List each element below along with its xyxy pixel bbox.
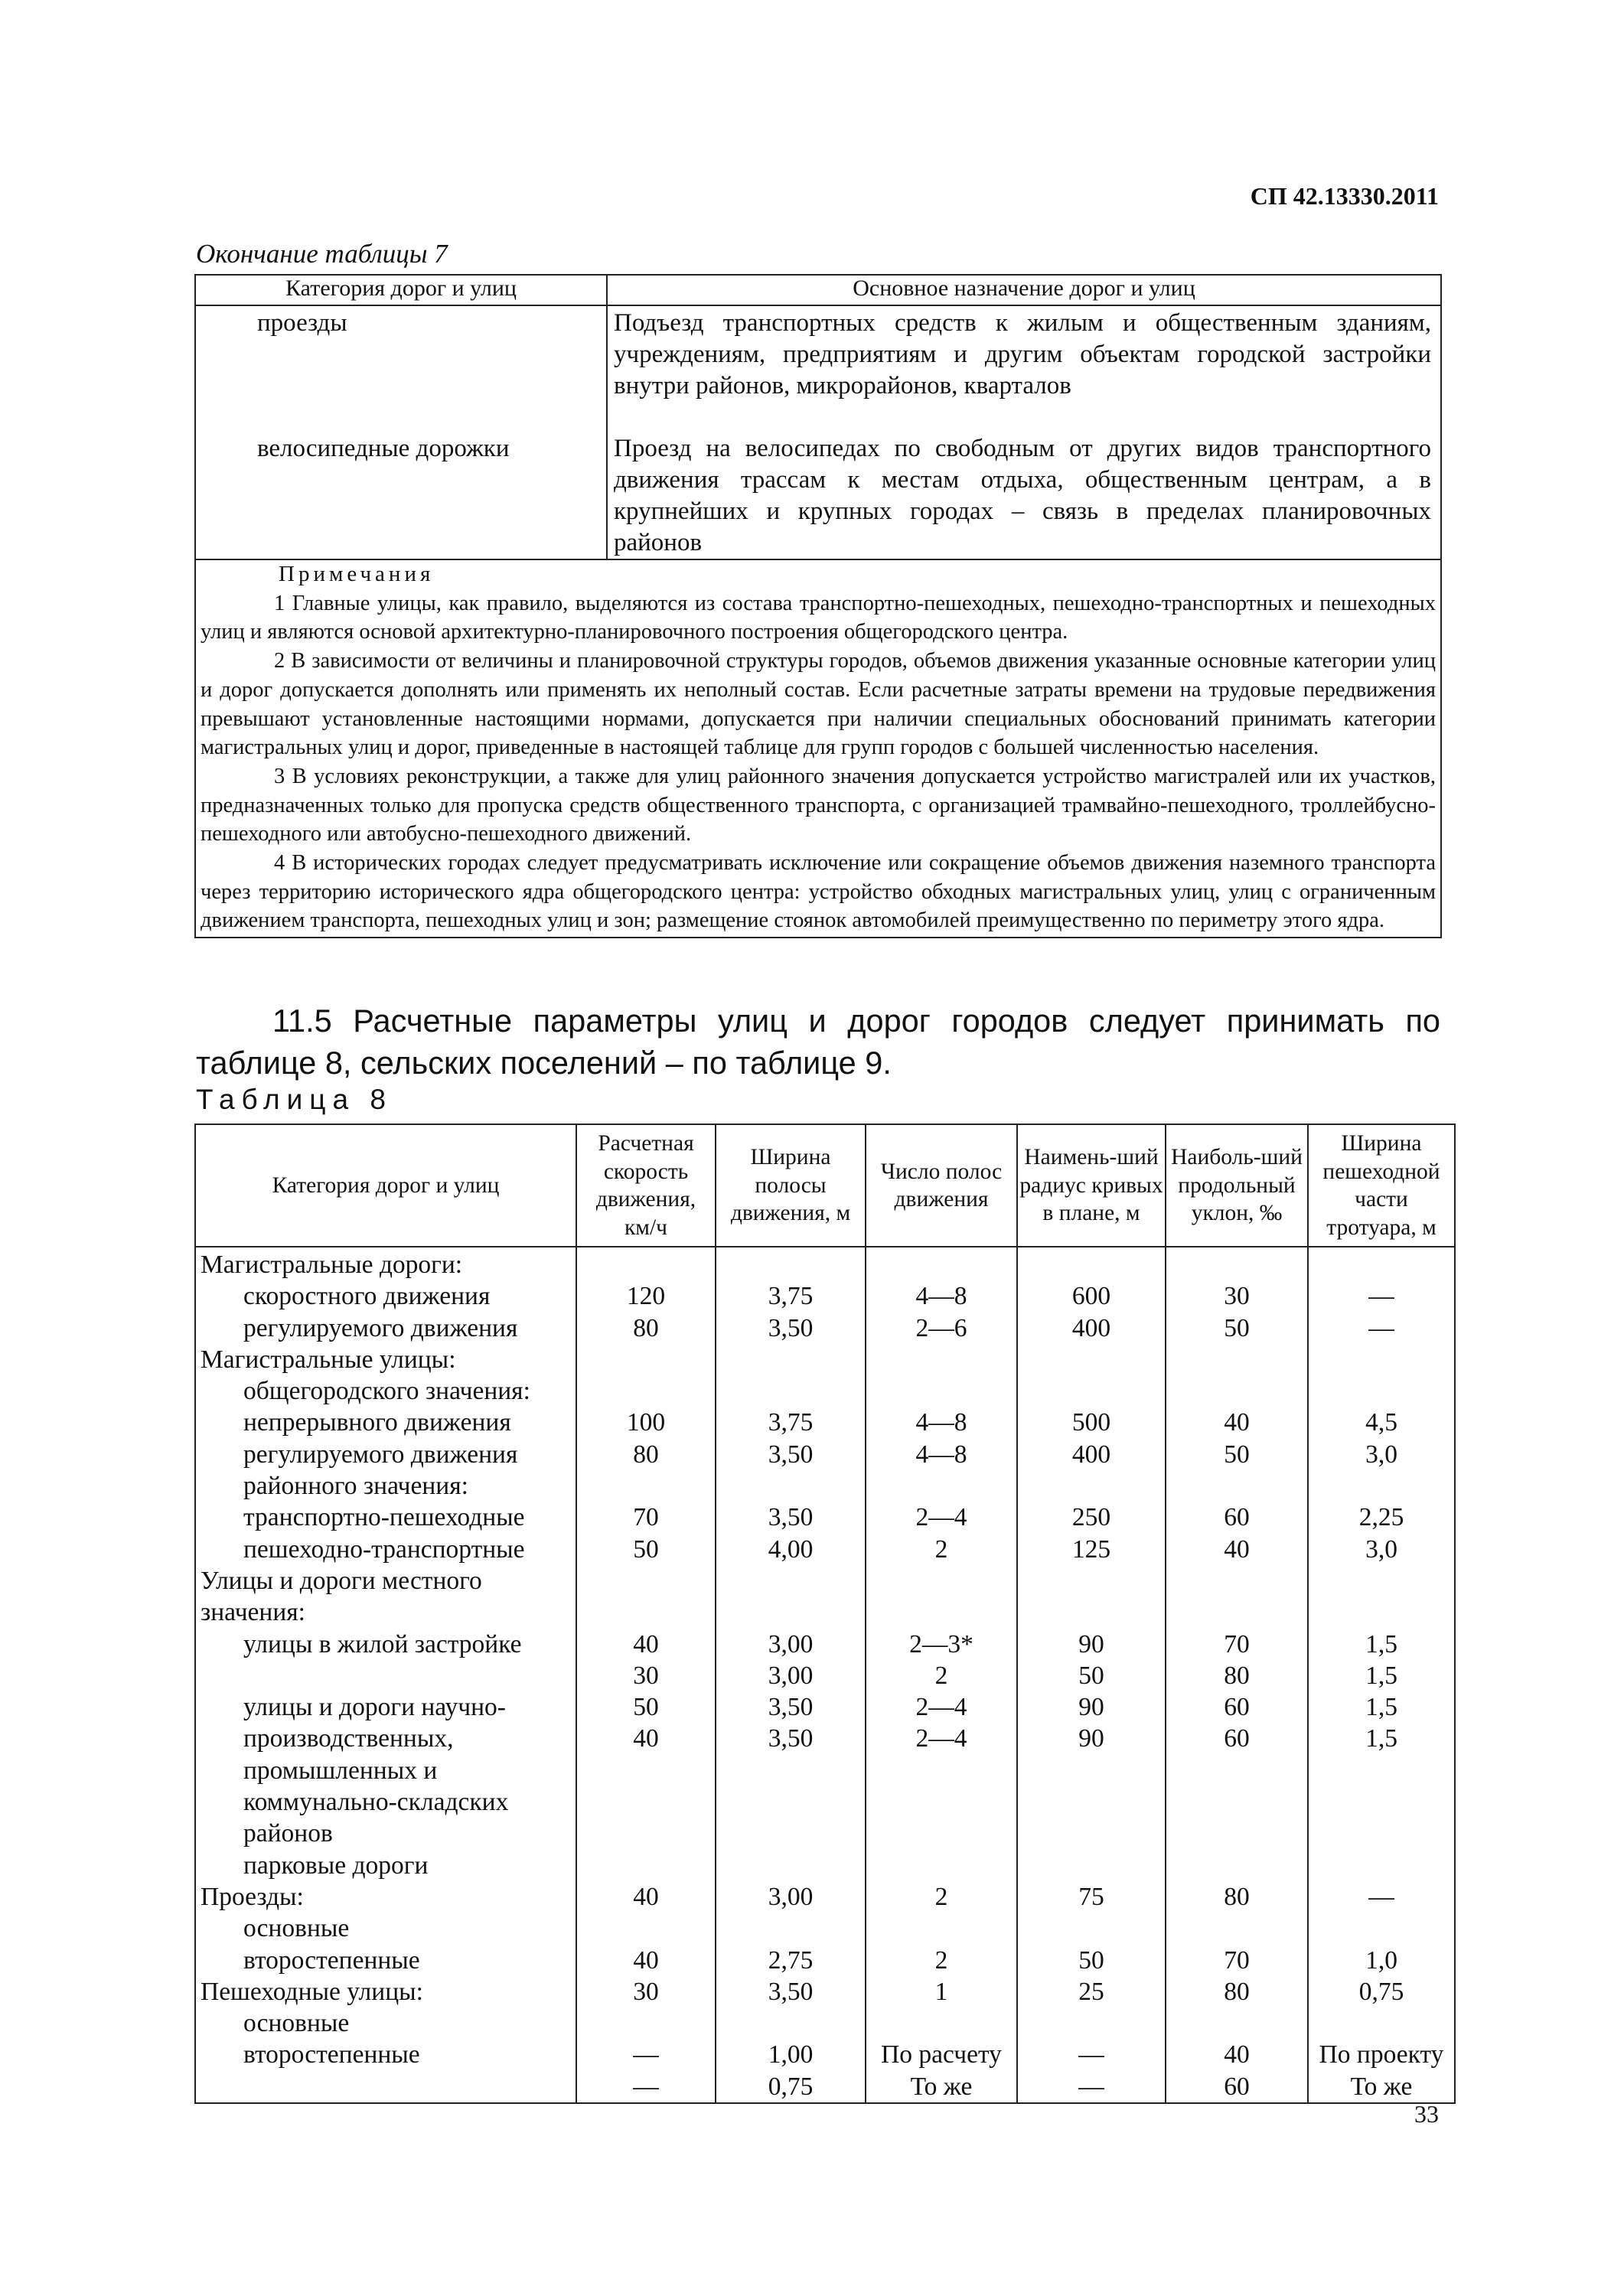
table8-cell: 125 — [1071, 1534, 1111, 1564]
table8-cell: 4,00 — [768, 1534, 814, 1564]
table8-cell — [866, 1344, 1016, 1375]
table8-header-speed: Расчетная скорость движения, км/ч — [576, 1124, 716, 1247]
table8-cell — [1309, 1755, 1454, 1786]
table8-cell: 70 — [1224, 1945, 1250, 1975]
table8-cell: 70 — [1224, 1629, 1250, 1658]
table8-cell — [1166, 1786, 1307, 1818]
table8-cell: 2 — [934, 1945, 948, 1975]
table8-cell — [1309, 1596, 1454, 1628]
table8-header-row — [195, 1124, 1455, 1247]
table8-cell: 2 — [934, 1534, 948, 1564]
table8-cell — [577, 1375, 715, 1407]
table8-cell — [1166, 1818, 1307, 1849]
table7-purpose-driveways: Подъезд транспортных средств к жилым и общественным зданиям, учреждениям, предприятиям и другим объектам городской застройки внутри районов, микрорайонов, кварталов — [614, 309, 1431, 400]
table8-cell: 40 — [1224, 2040, 1250, 2069]
table8-category-column — [195, 1247, 576, 2103]
table8-header-lane-width: Ширина полосы движения, м — [716, 1124, 866, 1247]
table8-cell: 30 — [633, 1977, 659, 2006]
table8-cell: — — [1368, 1882, 1394, 1911]
note-3: 3 В условиях реконструкции, а также для улиц районного значения допускается устройство магистралей или их участков, предназначенных только для пропуска средств общественного транспорта, с организацией трамвайно-пешеходного, троллейбусно-пешеходного или автобусно-пешеходного движений. — [201, 764, 1436, 846]
table8-header-radius: Наимень-ший радиус кривых в плане, м — [1017, 1124, 1166, 1247]
table7-category-cell — [195, 305, 607, 559]
table8-cell: — — [1368, 1282, 1394, 1311]
table7-purpose-bike-paths: Проезд на велосипедах по свободным от других видов транспортного движения трассам к местам отдыха, общественным центрам, а в крупнейших и крупных городах – связь в пределах планировочных районов — [614, 435, 1431, 556]
table8-cell — [577, 1565, 715, 1596]
table8-cell: 75 — [1078, 1882, 1104, 1911]
table8-cell: — — [1078, 2072, 1104, 2101]
cat-line: районного значения: — [243, 1472, 468, 1501]
table8-cell: 1,00 — [768, 2040, 814, 2069]
table8-cell: 40 — [633, 1945, 659, 1975]
table8-cell: 40 — [1224, 1408, 1250, 1437]
cat-line: регулируемого движения — [243, 1440, 518, 1469]
table8-cell: 4—8 — [915, 1408, 967, 1437]
table8-cell — [1018, 1470, 1165, 1502]
table8-cell: 2—4 — [915, 1693, 967, 1722]
table8-cell: 70 — [633, 1503, 659, 1532]
table8-cell: 3,50 — [768, 1724, 814, 1753]
table8-cell — [1309, 1850, 1454, 1881]
table8-cell — [716, 1755, 865, 1786]
table8-cell — [577, 1818, 715, 1849]
table8-cell — [1018, 1755, 1165, 1786]
cat-line: улицы в жилой застройке — [243, 1629, 522, 1658]
table8-cell — [1166, 1249, 1307, 1280]
table8-cell: 3,50 — [768, 1503, 814, 1532]
table8-cell: 40 — [1224, 1534, 1250, 1564]
note-4: 4 В исторических городах следует предусматривать исключение или сокращение объемов движения наземного транспорта через территорию исторического ядра общегородского центра: устройство обходных магистральных улиц, улиц с ограниченным движением транспорта, пешеходных улиц и зон; размещение стоянок автомобилей преимущественно по периметру этого ядра. — [201, 851, 1436, 933]
clause-11-5 — [196, 1000, 1440, 1084]
table8-cell: 80 — [1224, 1882, 1250, 1911]
table8-cell — [866, 1818, 1016, 1849]
table8-cell: 3,00 — [768, 1882, 814, 1911]
note-1: 1 Главные улицы, как правило, выделяются из состава транспортно-пешеходных, пешеходно-транспортных и пешеходных улиц и являются основой архитектурно-планировочного построения общегородского центра. — [201, 591, 1436, 644]
table8-cell: 2,75 — [768, 1945, 814, 1975]
table8-lane-width-column — [716, 1247, 866, 2103]
cat-line: Пешеходные улицы: — [201, 1977, 423, 2006]
note-2: 2 В зависимости от величины и планировочной структуры городов, объемов движения указанные основные категории улиц и дорог допускается дополнять или применять их неполный состав. Если расчетные затраты времени на трудовые передвижения превышают установленные настоящими нормами, допускается при наличии специальных обоснований принимать категории магистральных улиц и дорог, приведенные в настоящей таблице для групп городов с большей численностью населения. — [201, 649, 1436, 760]
table8-cell: — — [633, 2040, 659, 2069]
table8-cell — [866, 2007, 1016, 2039]
table8-cell — [866, 1249, 1016, 1280]
cat-line: общегородского значения: — [243, 1377, 530, 1406]
table8-cell — [577, 1596, 715, 1628]
table8-cell: 3,50 — [768, 1440, 814, 1469]
table8-cell — [577, 1470, 715, 1502]
table8-cell: То же — [910, 2072, 973, 2101]
table8-cell — [577, 1755, 715, 1786]
table8-cell: То же — [1350, 2072, 1413, 2101]
table8-cell — [716, 1818, 865, 1849]
table8-cell: 40 — [633, 1629, 659, 1658]
table8-cell: 500 — [1071, 1408, 1111, 1437]
table8-cell: 3,50 — [768, 1977, 814, 2006]
table8-cell — [577, 1850, 715, 1881]
table8-slope-column — [1166, 1247, 1308, 2103]
table8-cell — [1018, 1565, 1165, 1596]
table8-cell: 90 — [1078, 1724, 1104, 1753]
table8-cell: 3,75 — [768, 1408, 814, 1437]
table8-cell — [1309, 1344, 1454, 1375]
table8-radius-column — [1017, 1247, 1166, 2103]
table8-header-sidewalk: Ширина пешеходной части тротуара, м — [1308, 1124, 1455, 1247]
table8-cell: 1,5 — [1365, 1693, 1397, 1722]
cat-line: основные — [243, 1914, 350, 1943]
table8-cell — [716, 1375, 865, 1407]
table8-cell: 400 — [1071, 1313, 1111, 1342]
table8-cell: 4—8 — [915, 1282, 967, 1311]
table8-cell — [1166, 1344, 1307, 1375]
table-8 — [194, 1124, 1456, 2104]
table8-cell: 80 — [1224, 1661, 1250, 1690]
table8-cell: 80 — [633, 1313, 659, 1342]
table8-cell — [1309, 1818, 1454, 1849]
table8-cell: 2 — [934, 1661, 948, 1690]
table7-category-driveways: проезды — [257, 309, 347, 337]
table8-cell — [1166, 2007, 1307, 2039]
cat-line: регулируемого движения — [243, 1313, 518, 1342]
table7-notes-cell — [195, 559, 1441, 938]
cat-line: второстепенные — [243, 2040, 420, 2069]
table8-cell: 60 — [1224, 1503, 1250, 1532]
table8-cell: 40 — [633, 1724, 659, 1753]
page-number: 33 — [1414, 2100, 1439, 2128]
table8-speed-column — [576, 1247, 716, 2103]
table8-cell: 2—4 — [915, 1503, 967, 1532]
table8-cell: 2,25 — [1358, 1503, 1404, 1532]
cat-line: Магистральные улицы: — [201, 1345, 456, 1374]
table7-header-purpose: Основное назначение дорог и улиц — [607, 275, 1441, 305]
table8-cell: 2—3* — [909, 1629, 973, 1658]
table8-cell — [1018, 2007, 1165, 2039]
table8-cell — [577, 1786, 715, 1818]
table8-cell — [866, 1375, 1016, 1407]
table8-cell: 60 — [1224, 2072, 1250, 2101]
table8-cell — [716, 1596, 865, 1628]
cat-line: Магистральные дороги: — [201, 1251, 463, 1279]
table8-cell: 1,5 — [1365, 1661, 1397, 1690]
table8-cell — [1018, 1596, 1165, 1628]
table8-cell — [716, 1913, 865, 1944]
table8-cell: 30 — [633, 1661, 659, 1690]
cat-line: скоростного движения — [243, 1282, 491, 1311]
table8-cell: По расчету — [881, 2040, 1002, 2069]
table8-cell: — — [1078, 2040, 1104, 2069]
table8-cell: 1,5 — [1365, 1724, 1397, 1753]
table8-cell — [716, 1565, 865, 1596]
cat-line: парковые дороги — [243, 1851, 429, 1880]
table8-cell: 3,00 — [768, 1661, 814, 1690]
document-code: СП 42.13330.2011 — [1250, 182, 1439, 210]
table8-cell: 50 — [1078, 1945, 1104, 1975]
table8-cell: 1,5 — [1365, 1629, 1397, 1658]
table8-cell: 50 — [1078, 1661, 1104, 1690]
table8-cell: 1,0 — [1365, 1945, 1397, 1975]
table8-caption: Таблица 8 — [196, 1084, 393, 1115]
table8-cell — [1018, 1375, 1165, 1407]
table8-cell: 4,5 — [1365, 1408, 1397, 1437]
table8-cell — [577, 1249, 715, 1280]
table7-row — [195, 305, 1441, 559]
table8-cell: — — [633, 2072, 659, 2101]
table8-cell: 80 — [633, 1440, 659, 1469]
table8-cell — [1166, 1850, 1307, 1881]
table7-caption: Окончание таблицы 7 — [196, 239, 448, 269]
table8-cell: 600 — [1071, 1282, 1111, 1311]
table8-cell — [577, 2007, 715, 2039]
table8-cell — [1018, 1913, 1165, 1944]
table8-cell — [1309, 1565, 1454, 1596]
cat-line: Улицы и дороги местного значения: — [201, 1566, 482, 1627]
table8-cell: 3,75 — [768, 1282, 814, 1311]
table8-cell: 120 — [626, 1282, 666, 1311]
table7-category-bike-paths: велосипедные дорожки — [257, 435, 510, 462]
table8-cell: 50 — [633, 1534, 659, 1564]
table8-cell: 100 — [626, 1408, 666, 1437]
table8-cell — [1309, 1249, 1454, 1280]
table8-cell: 400 — [1071, 1440, 1111, 1469]
table8-cell: 0,75 — [768, 2072, 814, 2101]
table8-cell — [866, 1470, 1016, 1502]
table7-header-row — [195, 275, 1441, 305]
table8-lanes-column — [866, 1247, 1017, 2103]
table7-purpose-cell — [607, 305, 1441, 559]
table8-cell — [1166, 1470, 1307, 1502]
table7-notes-row — [195, 559, 1441, 938]
cat-line: пешеходно-транспортные — [243, 1534, 525, 1564]
table8-cell: 2 — [934, 1882, 948, 1911]
table8-cell: 90 — [1078, 1629, 1104, 1658]
table8-cell — [1166, 1913, 1307, 1944]
table8-cell — [716, 1470, 865, 1502]
table8-cell — [716, 1850, 865, 1881]
table8-cell: 2—6 — [915, 1313, 967, 1342]
cat-line: основные — [243, 2009, 350, 2038]
cat-line: Проезды: — [201, 1882, 304, 1911]
table8-cell — [1018, 1850, 1165, 1881]
cat-line: улицы и дороги научно-производственных, промышленных и коммунально-складских районов — [243, 1693, 509, 1848]
table8-cell — [1309, 1470, 1454, 1502]
table8-header-slope: Наиболь-ший продольный уклон, ‰ — [1166, 1124, 1308, 1247]
table8-body-row — [195, 1247, 1455, 2103]
table8-cell — [1166, 1596, 1307, 1628]
table8-cell — [866, 1913, 1016, 1944]
table8-cell: — — [1368, 1313, 1394, 1342]
table8-cell: 1 — [934, 1977, 948, 2006]
table8-cell — [577, 1344, 715, 1375]
table8-cell: 50 — [1224, 1313, 1250, 1342]
table8-cell — [1309, 1913, 1454, 1944]
table8-cell: 60 — [1224, 1693, 1250, 1722]
table8-cell: По проекту — [1319, 2040, 1444, 2069]
table8-cell — [716, 1249, 865, 1280]
table8-cell: 25 — [1078, 1977, 1104, 2006]
table8-cell: 50 — [1224, 1440, 1250, 1469]
table8-cell — [866, 1565, 1016, 1596]
table8-cell — [716, 1344, 865, 1375]
table8-cell: 3,0 — [1365, 1534, 1397, 1564]
table8-cell: 250 — [1071, 1503, 1111, 1532]
table-7 — [194, 274, 1442, 938]
cat-line: второстепенные — [243, 1945, 420, 1975]
cat-line: непрерывного движения — [243, 1408, 511, 1437]
table8-cell: 0,75 — [1358, 1977, 1404, 2006]
table8-cell — [1166, 1565, 1307, 1596]
table8-cell — [716, 2007, 865, 2039]
table8-cell — [866, 1786, 1016, 1818]
table8-cell: 90 — [1078, 1693, 1104, 1722]
table8-cell — [1309, 1786, 1454, 1818]
table8-cell — [1166, 1375, 1307, 1407]
table8-header-lanes: Число полос движения — [866, 1124, 1017, 1247]
table8-cell — [1166, 1755, 1307, 1786]
table8-cell: 80 — [1224, 1977, 1250, 2006]
table8-cell — [866, 1755, 1016, 1786]
table8-cell — [1018, 1344, 1165, 1375]
table8-cell: 40 — [633, 1882, 659, 1911]
table8-cell: 30 — [1224, 1282, 1250, 1311]
table8-sidewalk-column — [1308, 1247, 1455, 2103]
table8-cell: 3,50 — [768, 1313, 814, 1342]
table8-cell: 2—4 — [915, 1724, 967, 1753]
table8-cell: 3,0 — [1365, 1440, 1397, 1469]
table8-cell — [716, 1786, 865, 1818]
table8-cell — [1309, 1375, 1454, 1407]
table8-cell: 3,50 — [768, 1693, 814, 1722]
table8-cell: 3,00 — [768, 1629, 814, 1658]
table8-cell — [1018, 1249, 1165, 1280]
table8-cell: 60 — [1224, 1724, 1250, 1753]
table8-cell: 50 — [633, 1693, 659, 1722]
table8-cell — [866, 1850, 1016, 1881]
clause-text: 11.5 Расчетные параметры улиц и дорог городов следует принимать по таблице 8, сельских поселений – по таблице 9. — [196, 1003, 1440, 1081]
notes-title: Примечания — [279, 562, 435, 586]
table8-cell — [1018, 1818, 1165, 1849]
table8-cell — [1018, 1786, 1165, 1818]
table8-cell: 4—8 — [915, 1440, 967, 1469]
table7-header-category: Категория дорог и улиц — [195, 275, 607, 305]
table8-header-category: Категория дорог и улиц — [195, 1124, 576, 1247]
table8-cell — [866, 1596, 1016, 1628]
cat-line: транспортно-пешеходные — [243, 1503, 525, 1532]
table8-cell — [577, 1913, 715, 1944]
table8-cell — [1309, 2007, 1454, 2039]
